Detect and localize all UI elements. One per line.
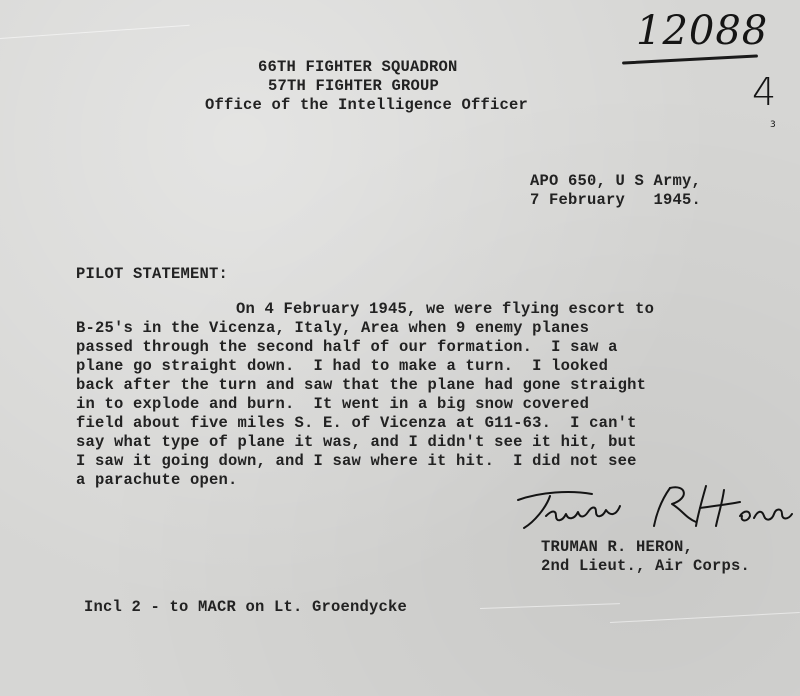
handwritten-signature (510, 478, 800, 540)
body-line: a parachute open. (76, 471, 238, 489)
body-line: I saw it going down, and I saw where it hit. I did not see (76, 452, 637, 470)
body-line: back after the turn and saw that the plane had gone straight (76, 376, 647, 394)
header-office: Office of the Intelligence Officer (205, 96, 529, 114)
statement-heading: PILOT STATEMENT: (76, 265, 229, 283)
header-group: 57TH FIGHTER GROUP (268, 77, 440, 95)
body-line: field about five miles S. E. of Vicenza at G11-63. I can't (76, 414, 637, 432)
enclosure-note: Incl 2 - to MACR on Lt. Groendycke (84, 598, 408, 616)
paper-scratch (610, 612, 800, 623)
body-line: On 4 February 1945, we were flying escort to (236, 300, 655, 318)
body-line: passed through the second half of our formation. I saw a (76, 338, 618, 356)
body-line: B-25's in the Vicenza, Italy, Area when 9 enemy planes (76, 319, 590, 337)
header-squadron: 66TH FIGHTER SQUADRON (258, 58, 458, 76)
dateline-location: APO 650, U S Army, (530, 172, 702, 190)
dateline-date: 7 February 1945. (530, 191, 702, 209)
body-line: in to explode and burn. It went in a big snow covered (76, 395, 590, 413)
paper-scratch (480, 603, 620, 609)
body-line: plane go straight down. I had to make a turn. I looked (76, 357, 609, 375)
small-mark: 3 (770, 120, 776, 130)
signatory-rank: 2nd Lieut., Air Corps. (541, 557, 751, 575)
page-mark: 4 (752, 70, 777, 114)
paper-scratch (0, 25, 190, 39)
document-number-underline (622, 54, 758, 64)
body-line: say what type of plane it was, and I didn't see it hit, but (76, 433, 637, 451)
document-number: 12088 (636, 8, 769, 54)
signatory-name: TRUMAN R. HERON, (541, 538, 694, 556)
